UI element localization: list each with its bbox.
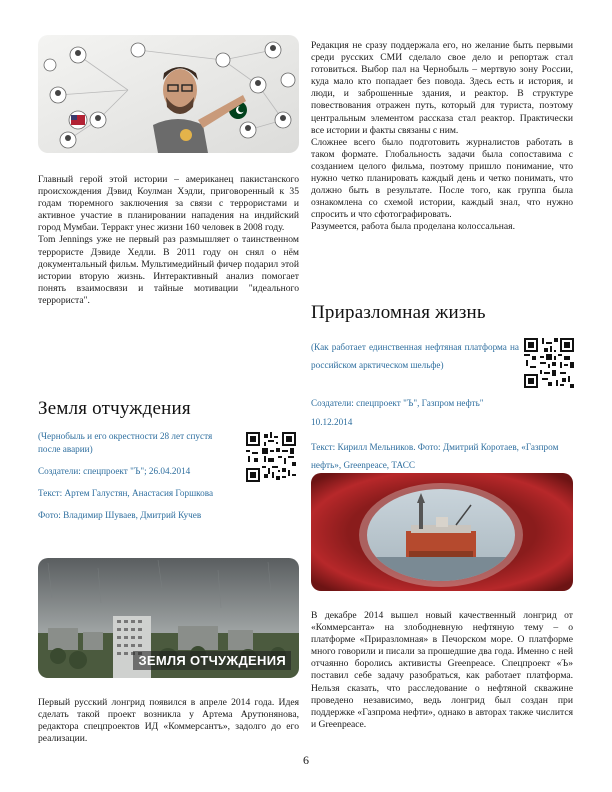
prirazlomnaya-subtitle: (Как работает единственная нефтяная платформа на российском арктическом шельфе) [311, 342, 519, 370]
prirazlomnaya-creators: Создатели: спецпроект "Ъ", Газпром нефть" [311, 398, 484, 408]
prirazlomnaya-meta [311, 397, 573, 474]
right-intro-paragraph-2: Сложнее всего было подготовить журналистов работать в таком формате. Глобальность задачи была сопоставима с созданием целого фильма, поэтому пришло понимание, что нужно четко планировать каждый день и четко понимать, что должно быть в результате. После того, как группа была ознакомлена со схемой истории, каждый знал, что нужно спросить и что сфотографировать. [311, 136, 573, 221]
chernobyl-text-credit: Текст: Артем Галустян, Анастасия Горшкова [38, 488, 214, 498]
section-title-chernobyl: Земля отчуждения [38, 398, 191, 419]
section-title-prirazlomnaya: Приразломная жизнь [311, 302, 486, 323]
chernobyl-paragraph: Первый русский лонгрид появился в апреле 2014 года. Идея сделать такой проект возникла у Артема Арутюнянова, редактора спецпроектов ИД «Коммерсантъ», задолго до его реализации. [38, 697, 299, 745]
intro-paragraph-2: Tom Jennings уже не первый раз размышляет о таинственном террористе Дэвиде Хедли. В 2011 году он снял о нём документальный фильм. Мультимедийный фичер подарил этой истории вторую жизнь. Интерактивный анализ помогает понять взаимосвязи и тайные мотивации "идеального террориста". [38, 234, 299, 306]
terrorist-network-photo [38, 35, 299, 153]
prirazlomnaya-credits: Текст: Кирилл Мельников. Фото: Дмитрий Коротаев, «Газпром нефть», Greenpeace, ТАСС [311, 442, 559, 470]
prirazlomnaya-paragraph: В декабре 2014 вышел новый качественный лонгрид от «Коммерсанта» на злободневную нефтяную тему – о платформе «Приразломная» в Печорском море. О платформе много говорили и писали за прошедшие два года. Именно с ней отчаянно боролись активисты Greenpeace. Спецпроект «Ъ» поставил себе задачу разобраться, как работает платформа. Нельзя сказать, что расследование о нефтяной скважине проведено независимо, ведь лонгрид был создан при поддержке «Газпрома нефти», однако в авторах также числится и Greenpeace. [311, 610, 573, 730]
chernobyl-photo-caption: ЗЕМЛЯ ОТЧУЖДЕНИЯ [133, 651, 291, 670]
right-intro-paragraph-3: Разумеется, работа была проделана колоссальная. [311, 221, 515, 233]
page-number: 6 [303, 753, 309, 767]
prirazlomnaya-date: 10.12.2014 [311, 417, 353, 427]
right-intro-paragraph-1: Редакция не сразу поддержала его, но желание быть первыми среди русских СМИ сделало свое дело и репортаж стал готовиться. Выбор пал на Чернобыль – мертвую зону России, куда мало кто попадает без повода. Здесь есть и история, и люди, и заброшенные здания, и реактор. В структуре повествования отражен путь, который для туриста, поэтому центральным элементом рассказа стал реактор. Практически все истории и факты связаны с ним. [311, 40, 573, 136]
oil-platform-photo [311, 473, 573, 591]
network-illustration [38, 35, 299, 153]
chernobyl-story-continued [311, 40, 573, 234]
chernobyl-photo [38, 558, 299, 678]
hadley-story-text [38, 174, 299, 307]
chernobyl-qr-code[interactable] [246, 432, 296, 482]
chernobyl-subtitle: (Чернобыль и его окрестности 28 лет спустя после аварии) [38, 431, 213, 454]
prirazlomnaya-qr-code[interactable] [524, 338, 574, 388]
chernobyl-creators: Создатели: спецпроект "Ъ"; 26.04.2014 [38, 466, 191, 476]
chernobyl-photo-credit: Фото: Владимир Шуваев, Дмитрий Кучев [38, 510, 202, 520]
intro-paragraph-1: Главный герой этой истории – американец пакистанского происхождения Дэвид Коулман Хэдли, приговоренный к 35 годам тюремного заключения за связи с террористами и активное участие в планировании нападения на индийский город Мумбаи. Терракт унес жизни 160 человек в 2008 году. [38, 174, 299, 234]
chernobyl-meta [38, 430, 238, 522]
